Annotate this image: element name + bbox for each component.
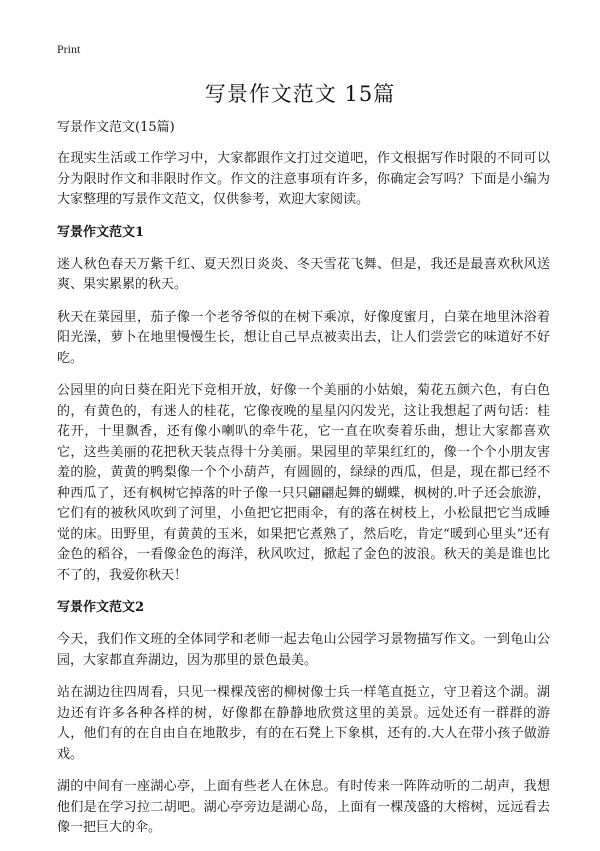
document-body (57, 118, 550, 851)
page-title: 写景作文范文 15篇 (204, 82, 396, 106)
section-heading-1: 写景作文范文1 (57, 224, 145, 240)
section-heading-2: 写景作文范文2 (57, 600, 145, 615)
paragraph: 秋天在菜园里，茄子像一个老爷爷似的在树下乘凉，好像度蜜月，白菜在地里沐浴着阳光澡，萝卜在地里慢慢生长，想让自己早点被卖出去，让人们尝尝它的味道好不好吃。 (57, 309, 550, 366)
paragraph: 公园里的向日葵在阳光下竞相开放，好像一个美丽的小姑娘，菊花五颜六色，有白色的，有黄色的，有迷人的桂花，它像夜晚的星星闪闪发光，这让我想起了两句话：桂花开，十里飘香，还有像小喇叭的牵牛花，它一直在吹奏着乐曲，想让大家都喜欢它，这些美丽的花把秋天装点得十分美丽。果园里的苹果红红的，像一个个小朋友害羞的脸，黄黄的鸭梨像一个个小葫芦，有圆圆的，绿绿的西瓜，但是，现在都已经不种西瓜了，还有枫树它掉落的叶子像一只只翩翩起舞的蝴蝶，枫树的.叶子还会旅游，它们有的被秋风吹到了河里，小鱼把它把雨伞，有的落在树枝上，小松鼠把它当成睡觉的床。田野里，有黄黄的玉米，如果把它煮熟了，然后吃，肯定“暖到心里头”还有金色的稻谷，一看像金色的海洋，秋风吹过，掀起了金色的波浪。秋天的美是谁也比不了的，我爱你秋天！ (57, 383, 550, 583)
intro-paragraph: 在现实生活或工作学习中，大家都跟作文打过交道吧，作文根据写作时限的不同可以分为限时作文和非限时作文。作文的注意事项有许多，你确定会写吗？下面是小编为大家整理的写景作文范文，仅供参考，欢迎大家阅读。 (57, 151, 550, 207)
document-subtitle: 写景作文范文(15篇) (57, 120, 175, 135)
paragraph: 湖的中间有一座湖心亭，上面有些老人在休息。有时传来一阵阵动听的二胡声，我想他们是在学习拉二胡吧。湖心亭旁边是湖心岛，上面有一棵茂盛的大榕树，远远看去像一把巨大的伞。 (57, 779, 550, 835)
paragraph: 今天，我们作文班的全体同学和老师一起去龟山公园学习景物描写作文。一到龟山公园，大家都直奔湖边，因为那里的景色最美。 (57, 632, 550, 668)
print-link[interactable]: Print (57, 42, 81, 56)
paragraph: 站在湖边往四周看，只见一棵棵茂密的柳树像士兵一样笔直挺立，守卫着这个湖。湖边还有许多各种各样的树，好像都在静静地欣赏这里的美景。远处还有一群群的游人，他们有的在自由自在地散步，有的在石凳上下象棋，还有的.大人在带小孩子做游戏。 (57, 685, 550, 762)
paragraph: 迷人秋色春天万紫千红、夏天烈日炎炎、冬天雪花飞舞、但是，我还是最喜欢秋风送爽、果实累累的秋天。 (57, 256, 550, 292)
